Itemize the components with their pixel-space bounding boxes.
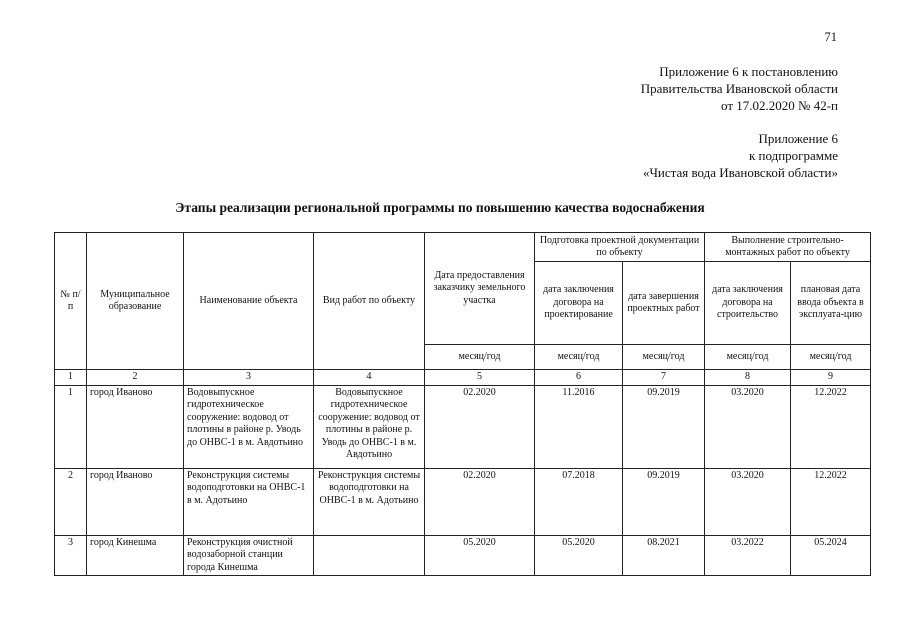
cell-work-type bbox=[314, 535, 425, 576]
cell-work-type: Водовыпускное гидротехническое сооружение: водовод от плотины в районе р. Уводь до ОНВС-1 в м. Авдотьино bbox=[314, 385, 425, 468]
header-unit: месяц/год bbox=[791, 345, 871, 370]
header-design-completion: дата завершения проектных работ bbox=[623, 262, 705, 345]
cell-design-completion: 08.2021 bbox=[623, 535, 705, 576]
cell-design-contract: 05.2020 bbox=[535, 535, 623, 576]
page-number: 71 bbox=[824, 30, 837, 44]
appendix-resolution-line: Приложение 6 к постановлению bbox=[659, 64, 838, 79]
table-header-row bbox=[55, 233, 871, 262]
cell-num: 2 bbox=[55, 468, 87, 535]
cell-num: 3 bbox=[55, 535, 87, 576]
column-number: 3 bbox=[184, 370, 314, 386]
cell-municipality: город Иваново bbox=[87, 385, 184, 468]
cell-commissioning: 12.2022 bbox=[791, 468, 871, 535]
cell-commissioning: 12.2022 bbox=[791, 385, 871, 468]
header-construction-group: Выполнение строительно-монтажных работ по объекту bbox=[705, 233, 871, 262]
appendix-resolution-block bbox=[500, 63, 838, 114]
cell-land-date: 05.2020 bbox=[425, 535, 535, 576]
header-design-group: Подготовка проектной документации по объекту bbox=[535, 233, 705, 262]
header-construction-contract: дата заключения договора на строительство bbox=[705, 262, 791, 345]
stages-table bbox=[54, 232, 871, 576]
cell-construction-contract: 03.2020 bbox=[705, 385, 791, 468]
header-unit: месяц/год bbox=[623, 345, 705, 370]
header-land-date: Дата предоставления заказчику земельного участка bbox=[425, 233, 535, 345]
header-object-name: Наименование объекта bbox=[184, 233, 314, 370]
appendix-subprogram-line: «Чистая вода Ивановской области» bbox=[642, 165, 838, 180]
column-number: 6 bbox=[535, 370, 623, 386]
cell-design-completion: 09.2019 bbox=[623, 468, 705, 535]
column-number-row bbox=[55, 370, 871, 386]
cell-design-contract: 11.2016 bbox=[535, 385, 623, 468]
appendix-subprogram-line: к подпрограмме bbox=[748, 148, 838, 163]
appendix-subprogram-block bbox=[500, 130, 838, 181]
table-row bbox=[55, 385, 871, 468]
cell-municipality: город Иваново bbox=[87, 468, 184, 535]
cell-num: 1 bbox=[55, 385, 87, 468]
cell-design-contract: 07.2018 bbox=[535, 468, 623, 535]
header-design-contract: дата заключения договора на проектирование bbox=[535, 262, 623, 345]
cell-construction-contract: 03.2022 bbox=[705, 535, 791, 576]
column-number: 9 bbox=[791, 370, 871, 386]
document-title: Этапы реализации региональной программы по повышению качества водоснабжения bbox=[175, 200, 705, 215]
table-row bbox=[55, 468, 871, 535]
header-unit: месяц/год bbox=[425, 345, 535, 370]
table-row bbox=[55, 535, 871, 576]
column-number: 1 bbox=[55, 370, 87, 386]
cell-work-type: Реконструкция системы водоподготовки на ОНВС-1 в м. Адотьино bbox=[314, 468, 425, 535]
cell-construction-contract: 03.2020 bbox=[705, 468, 791, 535]
cell-land-date: 02.2020 bbox=[425, 468, 535, 535]
cell-municipality: город Кинешма bbox=[87, 535, 184, 576]
appendix-resolution-line: Правительства Ивановской области bbox=[640, 81, 838, 96]
appendix-resolution-line: от 17.02.2020 № 42-п bbox=[721, 98, 838, 113]
header-work-type: Вид работ по объекту bbox=[314, 233, 425, 370]
header-municipality: Муниципальное образование bbox=[87, 233, 184, 370]
column-number: 5 bbox=[425, 370, 535, 386]
column-number: 8 bbox=[705, 370, 791, 386]
header-commissioning: плановая дата ввода объекта в эксплуата-цию bbox=[791, 262, 871, 345]
cell-commissioning: 05.2024 bbox=[791, 535, 871, 576]
header-unit: месяц/год bbox=[535, 345, 623, 370]
cell-object-name: Реконструкция системы водоподготовки на ОНВС-1 в м. Адотьино bbox=[184, 468, 314, 535]
cell-object-name: Водовыпускное гидротехническое сооружение: водовод от плотины в районе р. Уводь до ОНВС-1 в м. Авдотьино bbox=[184, 385, 314, 468]
cell-object-name: Реконструкция очистной водозаборной станции города Кинешма bbox=[184, 535, 314, 576]
appendix-subprogram-line: Приложение 6 bbox=[758, 131, 838, 146]
cell-design-completion: 09.2019 bbox=[623, 385, 705, 468]
header-num: № п/п bbox=[55, 233, 87, 370]
cell-land-date: 02.2020 bbox=[425, 385, 535, 468]
column-number: 4 bbox=[314, 370, 425, 386]
column-number: 2 bbox=[87, 370, 184, 386]
header-unit: месяц/год bbox=[705, 345, 791, 370]
column-number: 7 bbox=[623, 370, 705, 386]
